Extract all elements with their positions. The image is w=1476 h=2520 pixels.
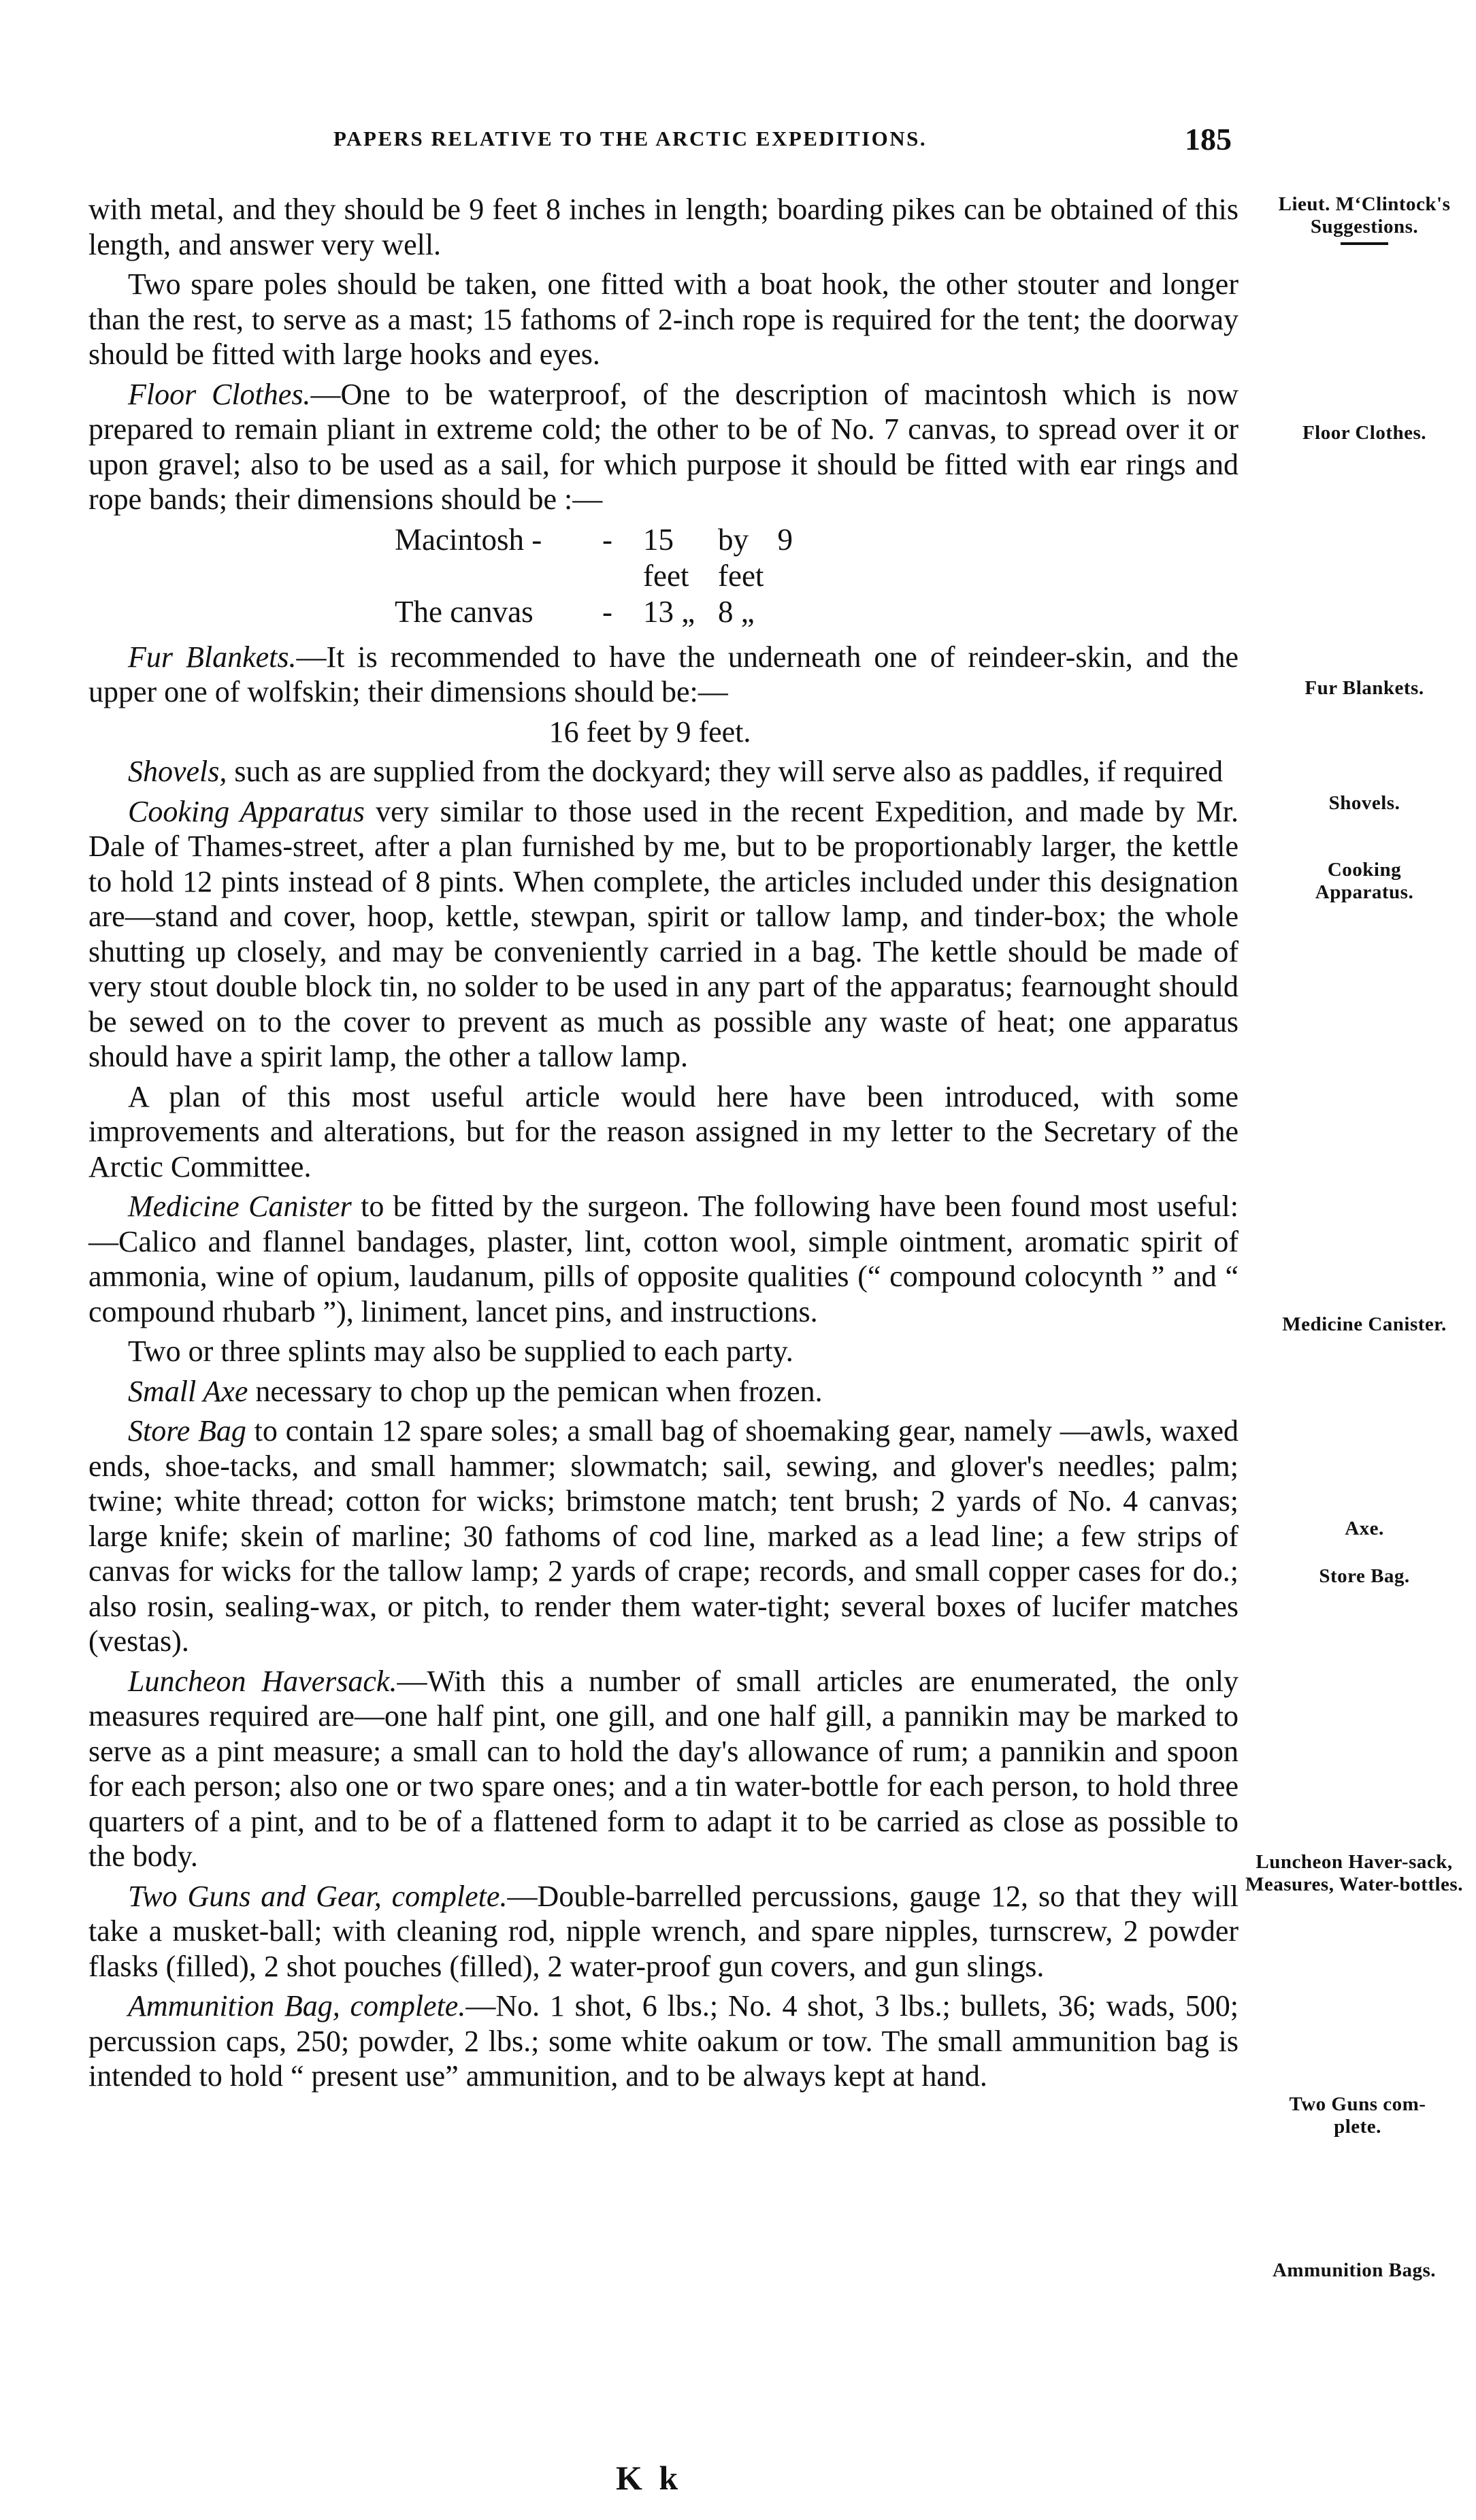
paragraph-ammunition-bag: [88, 1989, 1239, 2094]
dimensions-table: [395, 522, 1239, 630]
paragraph-medicine-canister: [88, 1189, 1239, 1329]
paragraph: [88, 1334, 1239, 1369]
table-cell: 8 „: [718, 594, 755, 629]
margin-note-text: Lieut. M‘Clintock's Suggestions.: [1278, 193, 1451, 238]
table-cell: Macintosh -: [395, 522, 542, 557]
table-cell: 15 feet: [643, 522, 689, 593]
paragraph-text: to contain 12 spare soles; a small bag of shoemaking gear, namely —awls, waxed ends, shoe-tacks, and small hammer; slowmatch; sail, sewing, and glover's needles; palm; twine; white thread; cotton for wicks; brimstone match; tent brush; 2 yards of No. 4 canvas; large knife; skein of marline; 30 fathoms of cod line, marked as a lead line; a few strips of canvas for wicks for the tallow lamp; 2 yards of crape; records, and small copper cases for do.; also rosin, sealing-wax, or pitch, to render them water-tight; several boxes of lucifer matches (vestas).: [88, 1414, 1239, 1658]
paragraph-text: very similar to those used in the recent Expedition, and made by Mr. Dale of Thames-street, after a plan furnished by me, but to be proportionably larger, the kettle to hold 12 pints instead of 8 pints. When complete, the articles included under this designation are—stand and cover, hoop, kettle, stewpan, spirit or tallow lamp, and tinder-box; the whole shutting up closely, and may be conveniently carried in a bag. The kettle should be made of very stout double block tin, no solder to be used in any part of the apparatus; fearnought should be sewed on to the cover to prevent as much as possible any waste of heat; one apparatus should have a spirit lamp, the other a tallow lamp.: [88, 794, 1239, 1073]
paragraph-text: —With this a number of small articles are enumerated, the only measures required are—one half pint, one gill, and one half gill, a pannikin may be marked to serve as a pint measure; a small can to hold the day's allowance of rum; a pannikin and spoon for each person; also one or two spare ones; and a tin water-bottle for each person, to hold three quarters of a pint, and to be of a flattened form to adapt it to be carried as close as possible to the body.: [88, 1664, 1239, 1873]
paragraph-text: with metal, and they should be 9 feet 8 inches in length; boarding pikes can be obtained of this length, and answer very well.: [88, 193, 1239, 261]
paragraph: [88, 192, 1239, 262]
paragraph-floor-clothes: [88, 377, 1239, 517]
margin-note-guns: Two Guns com-plete.: [1289, 2093, 1426, 2138]
margin-note-ammo: Ammunition Bags.: [1272, 2259, 1437, 2281]
paragraph-text: Two spare poles should be taken, one fitted with a boat hook, the other stouter and longer than the rest, to serve as a mast; 15 fathoms of 2-inch rope is required for the tent; the doorway should be fitted with large hooks and eyes.: [88, 267, 1239, 371]
paragraph-text: A plan of this most useful article would here have been introduced, with some improvements and alterations, but for the reason assigned in my letter to the Secretary of the Arctic Committee.: [88, 1079, 1239, 1183]
paragraph-shovels: [88, 754, 1239, 789]
paragraph-text: —It is recommended to have the underneath one of reindeer-skin, and the upper one of wolfskin; their dimensions should be:—: [88, 640, 1239, 708]
paragraph-heading: Two Guns and Gear, complete.: [128, 1879, 508, 1913]
paragraph-heading: Shovels,: [128, 755, 227, 788]
paragraph-heading: Fur Blankets.: [128, 640, 297, 674]
paragraph-heading: Cooking Apparatus: [128, 794, 365, 828]
table-cell: The canvas: [395, 594, 534, 629]
paragraph-fur-blankets: [88, 640, 1239, 710]
paragraph-heading: Floor Clothes.: [128, 377, 311, 411]
margin-note-medicine: Medicine Canister.: [1282, 1313, 1447, 1335]
paragraph-text: to be fitted by the surgeon. The following have been found most useful:—Calico and flannel bandages, plaster, lint, cotton wool, simple ointment, aromatic spirit of ammonia, wine of opium, laudanum, pills of opposite qualities (“ compound colocynth ” and “ compound rhubarb ”), liniment, lancet pins, and instructions.: [88, 1190, 1239, 1328]
paragraph-heading: Ammunition Bag, complete.: [128, 1989, 466, 2023]
fur-blanket-dimensions: 16 feet by 9 feet.: [548, 715, 751, 749]
paragraph-two-guns: [88, 1879, 1239, 1984]
paragraph-text: Two or three splints may also be supplied to each party.: [128, 1335, 793, 1368]
paragraph-small-axe: [88, 1374, 1239, 1409]
margin-note-axe: Axe.: [1345, 1518, 1384, 1539]
table-row: [395, 522, 1239, 594]
page-number: 185: [1185, 122, 1232, 157]
margin-note-floor: Floor Clothes.: [1302, 422, 1427, 444]
paragraph-text: —One to be waterproof, of the description of macintosh which is now prepared to remain pliant in extreme cold; the other to be of No. 7 canvas, to spread over it or upon gravel; also to be used as a sail, for which purpose it should be fitted with ear rings and rope bands; their dimensions should be :—: [88, 377, 1239, 516]
running-header: [88, 121, 1245, 162]
margin-note-fur: Fur Blankets.: [1305, 677, 1424, 699]
paragraph-text: —Double-barrelled percussions, gauge 12, so that they will take a musket-ball; with cleaning rod, nipple wrench, and spare nipples, turnscrew, 2 powder flasks (filled), 2 shot pouches (filled), 2 water-proof gun covers, and gun slings.: [88, 1879, 1239, 1983]
margin-note-store: Store Bag.: [1319, 1565, 1410, 1587]
paragraph: [88, 267, 1239, 372]
paragraph: [88, 1079, 1239, 1185]
table-cell: 13 „: [643, 594, 695, 629]
margin-note-luncheon: Luncheon Haver-sack, Measures, Water-bottles.: [1245, 1851, 1463, 1895]
paragraph-heading: Medicine Canister: [128, 1190, 352, 1223]
margin-note-cooking: Cooking Apparatus.: [1315, 859, 1414, 903]
paragraph-text: necessary to chop up the pemican when frozen.: [248, 1374, 823, 1408]
table-cell: -: [602, 594, 612, 629]
table-cell: -: [602, 522, 612, 557]
margin-note-shovels: Shovels.: [1328, 792, 1400, 814]
paragraph-text: —No. 1 shot, 6 lbs.; No. 4 shot, 3 lbs.; bullets, 36; wads, 500; percussion caps, 250; powder, 2 lbs.; some white oakum or tow. The small ammunition bag is intended to hold “ present use” ammunition, and to be always kept at hand.: [88, 1989, 1239, 2093]
header-title: PAPERS RELATIVE TO THE ARCTIC EXPEDITIONS.: [333, 127, 928, 150]
paragraph-cooking-apparatus: [88, 794, 1239, 1075]
paragraph-store-bag: [88, 1413, 1239, 1659]
paragraph-heading: Small Axe: [128, 1374, 248, 1408]
body-text: [88, 192, 1239, 2099]
paragraph-text: such as are supplied from the dockyard; they will serve also as paddles, if required: [227, 755, 1224, 788]
signature-mark: K k: [616, 2459, 683, 2497]
paragraph-heading: Luncheon Haversack.: [128, 1664, 397, 1698]
paragraph-luncheon-haversack: [88, 1664, 1239, 1874]
divider: [1341, 242, 1388, 245]
table-cell: by 9 feet: [718, 522, 793, 593]
margin-note-lieut: [1252, 193, 1476, 245]
table-row: [395, 594, 1239, 630]
paragraph-heading: Store Bag: [128, 1414, 246, 1447]
